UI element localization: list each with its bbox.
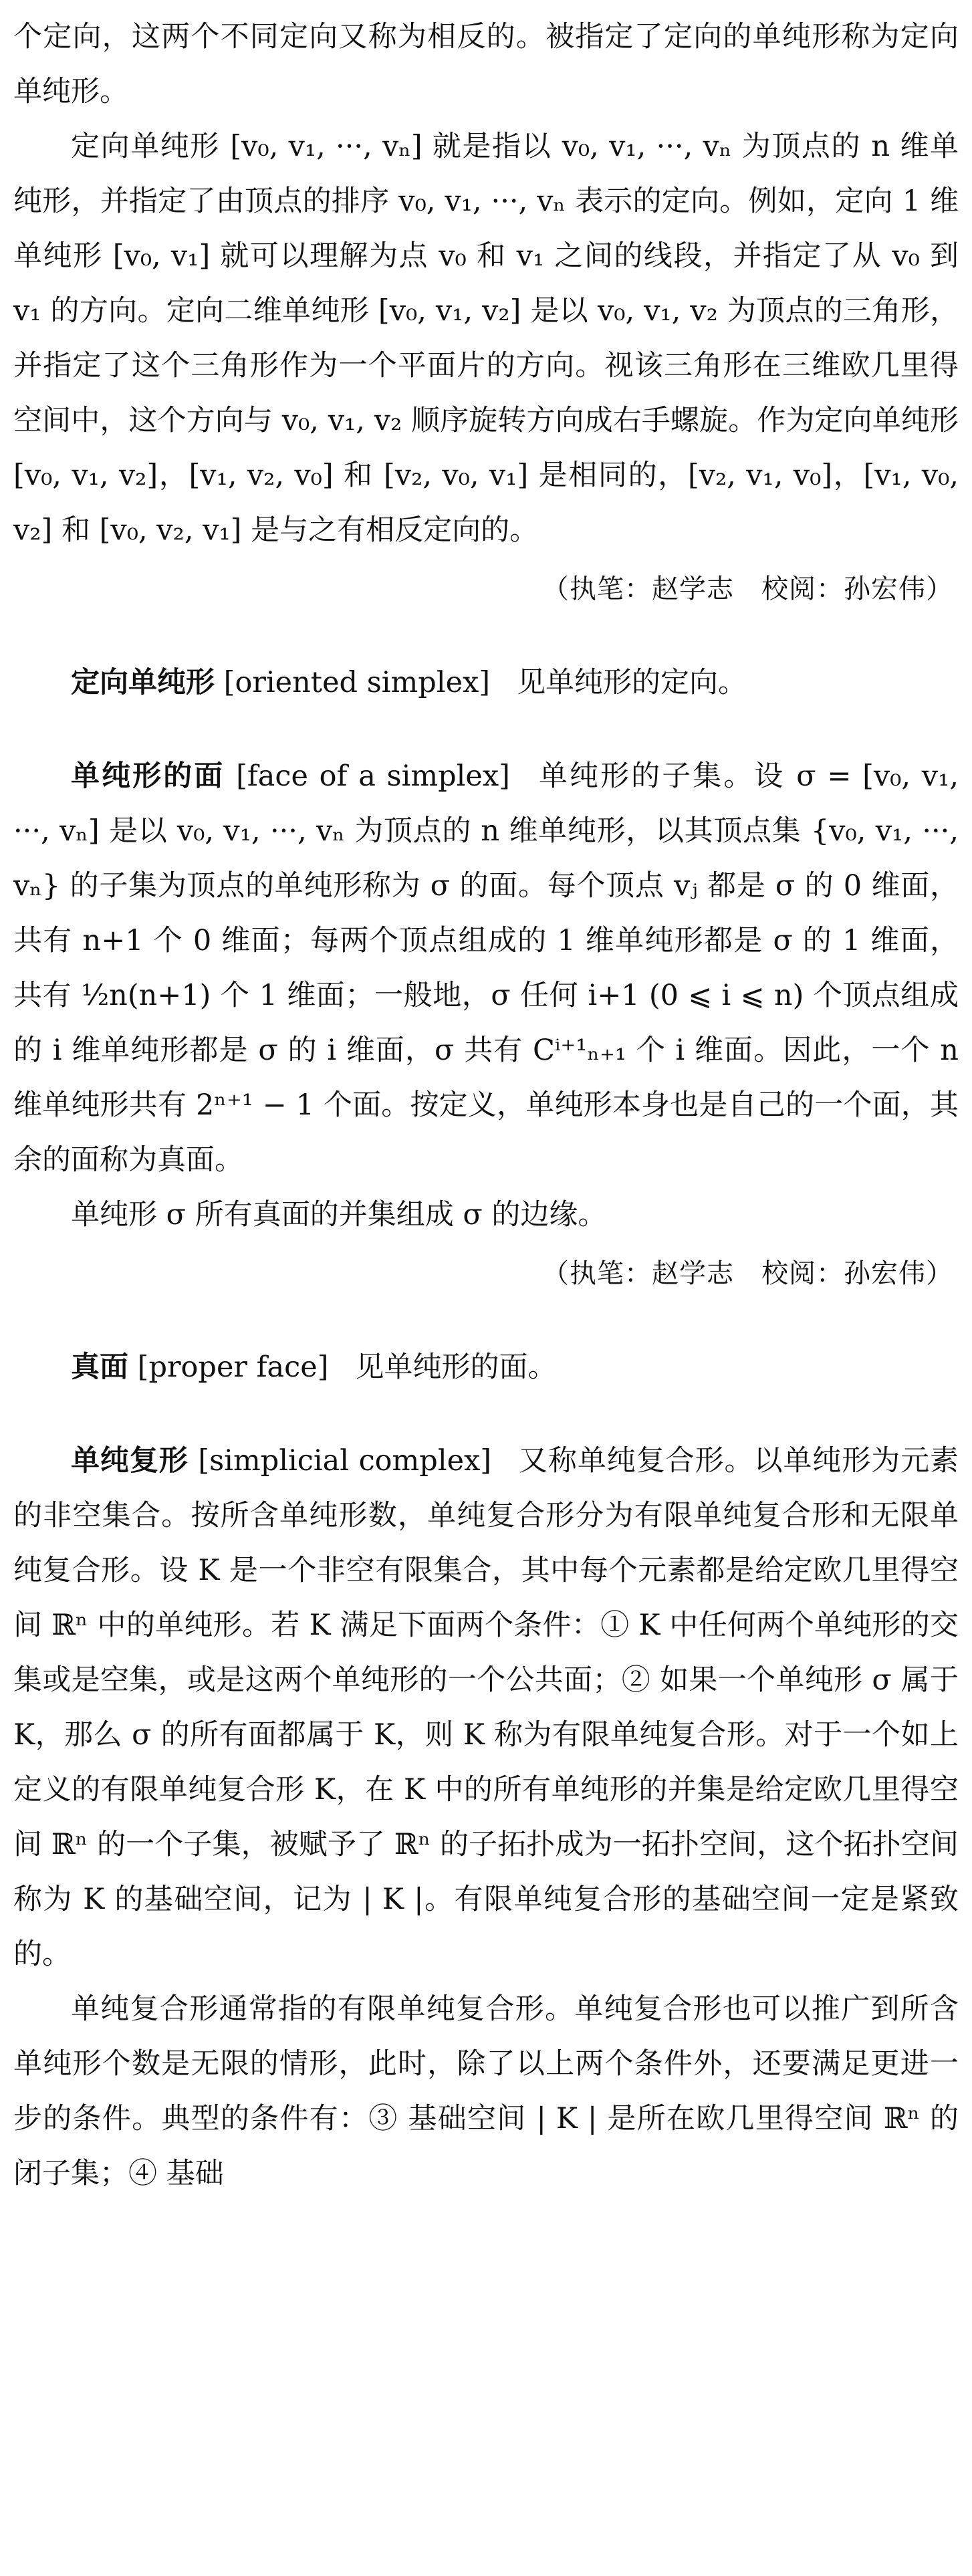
entry-english-term: [proper face] (137, 1351, 329, 1384)
entry-simplicial-complex (13, 1433, 959, 1982)
entry-face-credit: （执笔：赵学志 校阅：孙宏伟） (542, 1258, 953, 1289)
entry-english-term: [face of a simplex] (236, 759, 510, 793)
entry-oriented-simplex (13, 655, 959, 710)
intro-paragraph-1: 个定向，这两个不同定向又称为相反的。被指定了定向的单纯形称为定向单纯形。 (13, 20, 959, 108)
intro-credit: （执笔：赵学志 校阅：孙宏伟） (542, 574, 953, 604)
entry-text: 单纯形的子集。设 σ = [v₀, v₁, ···, vₙ] 是以 v₀, v₁, ···, vₙ 为顶点的 n 维单纯形，以其顶点集 {v₀, v₁, ···, vₙ} 的子集为顶点的单纯形称为 σ 的面。每个顶点 vⱼ 都是 σ 的 0 维面，共有 n+1 个 0 维面；每两个顶点组成的 1 维单纯形都是 σ 的 1 维面，共有 ½n(n+1) 个 1 维面；一般地，σ 任何 i+1 (0 ⩽ i ⩽ n) 个顶点组成的 i 维单纯形都是 σ 的 i 维面，σ 共有 Cⁱ⁺¹ₙ₊₁ 个 i 维面。因此，一个 n 维单纯形共有 2ⁿ⁺¹ − 1 个面。按定义，单纯形本身也是自己的一个面，其余的面称为真面。 (13, 759, 959, 1177)
entry-complex-paragraph-2: 单纯复合形通常指的有限单纯复合形。单纯复合形也可以推广到所含单纯形个数是无限的情形，此时，除了以上两个条件外，还要满足更进一步的条件。典型的条件有：③ 基础空间 | K | 是所在欧几里得空间 ℝⁿ 的闭子集；④ 基础 (13, 1992, 959, 2190)
entry-text: 见单纯形的面。 (355, 1351, 557, 1384)
intro-paragraph-2: 定向单纯形 [v₀, v₁, ···, vₙ] 就是指以 v₀, v₁, ···, vₙ 为顶点的 n 维单纯形，并指定了由顶点的排序 v₀, v₁, ···, vₙ 表示的定向。例如，定向 1 维单纯形 [v₀, v₁] 就可以理解为点 v₀ 和 v₁ 之间的线段，并指定了从 v₀ 到 v₁ 的方向。定向二维单纯形 [v₀, v₁, v₂] 是以 v₀, v₁, v₂ 为顶点的三角形，并指定了这个三角形作为一个平面片的方向。视该三角形在三维欧几里得空间中，这个方向与 v₀, v₁, v₂ 顺序旋转方向成右手螺旋。作为定向单纯形 [v₀, v₁, v₂]，[v₁, v₂, v₀] 和 [v₂, v₀, v₁] 是相同的，[v₂, v₁, v₀]，[v₁, v₀, v₂] 和 [v₀, v₂, v₁] 是与之有相反定向的。 (13, 130, 959, 547)
entry-face-paragraph-2: 单纯形 σ 所有真面的并集组成 σ 的边缘。 (71, 1198, 607, 1232)
entry-text: 见单纯形的定向。 (517, 666, 747, 699)
entry-english-term: [simplicial complex] (198, 1444, 492, 1478)
entry-term: 单纯复形 (71, 1444, 189, 1478)
entry-text: 又称单纯复合形。以单纯形为元素的非空集合。按所含单纯形数，单纯复合形分为有限单纯复合形和无限单纯复合形。设 K 是一个非空有限集合，其中每个元素都是给定欧几里得空间 ℝⁿ 中的单纯形。若 K 满足下面两个条件：① K 中任何两个单纯形的交集或是空集，或是这两个单纯形的一个公共面；② 如果一个单纯形 σ 属于 K，那么 σ 的所有面都属于 K，则 K 称为有限单纯复合形。对于一个如上定义的有限单纯复合形 K，在 K 中的所有单纯形的并集是给定欧几里得空间 ℝⁿ 的一个子集，被赋予了 ℝⁿ 的子拓扑成为一拓扑空间，这个拓扑空间称为 K 的基础空间，记为 | K |。有限单纯复合形的基础空间一定是紧致的。 (13, 1444, 959, 1971)
entry-term: 真面 (71, 1351, 128, 1384)
entry-term: 定向单纯形 (71, 666, 215, 699)
entry-english-term: [oriented simplex] (223, 666, 491, 699)
entry-term: 单纯形的面 (71, 759, 225, 793)
entry-proper-face (13, 1340, 959, 1395)
entry-face-of-simplex (13, 749, 959, 1187)
